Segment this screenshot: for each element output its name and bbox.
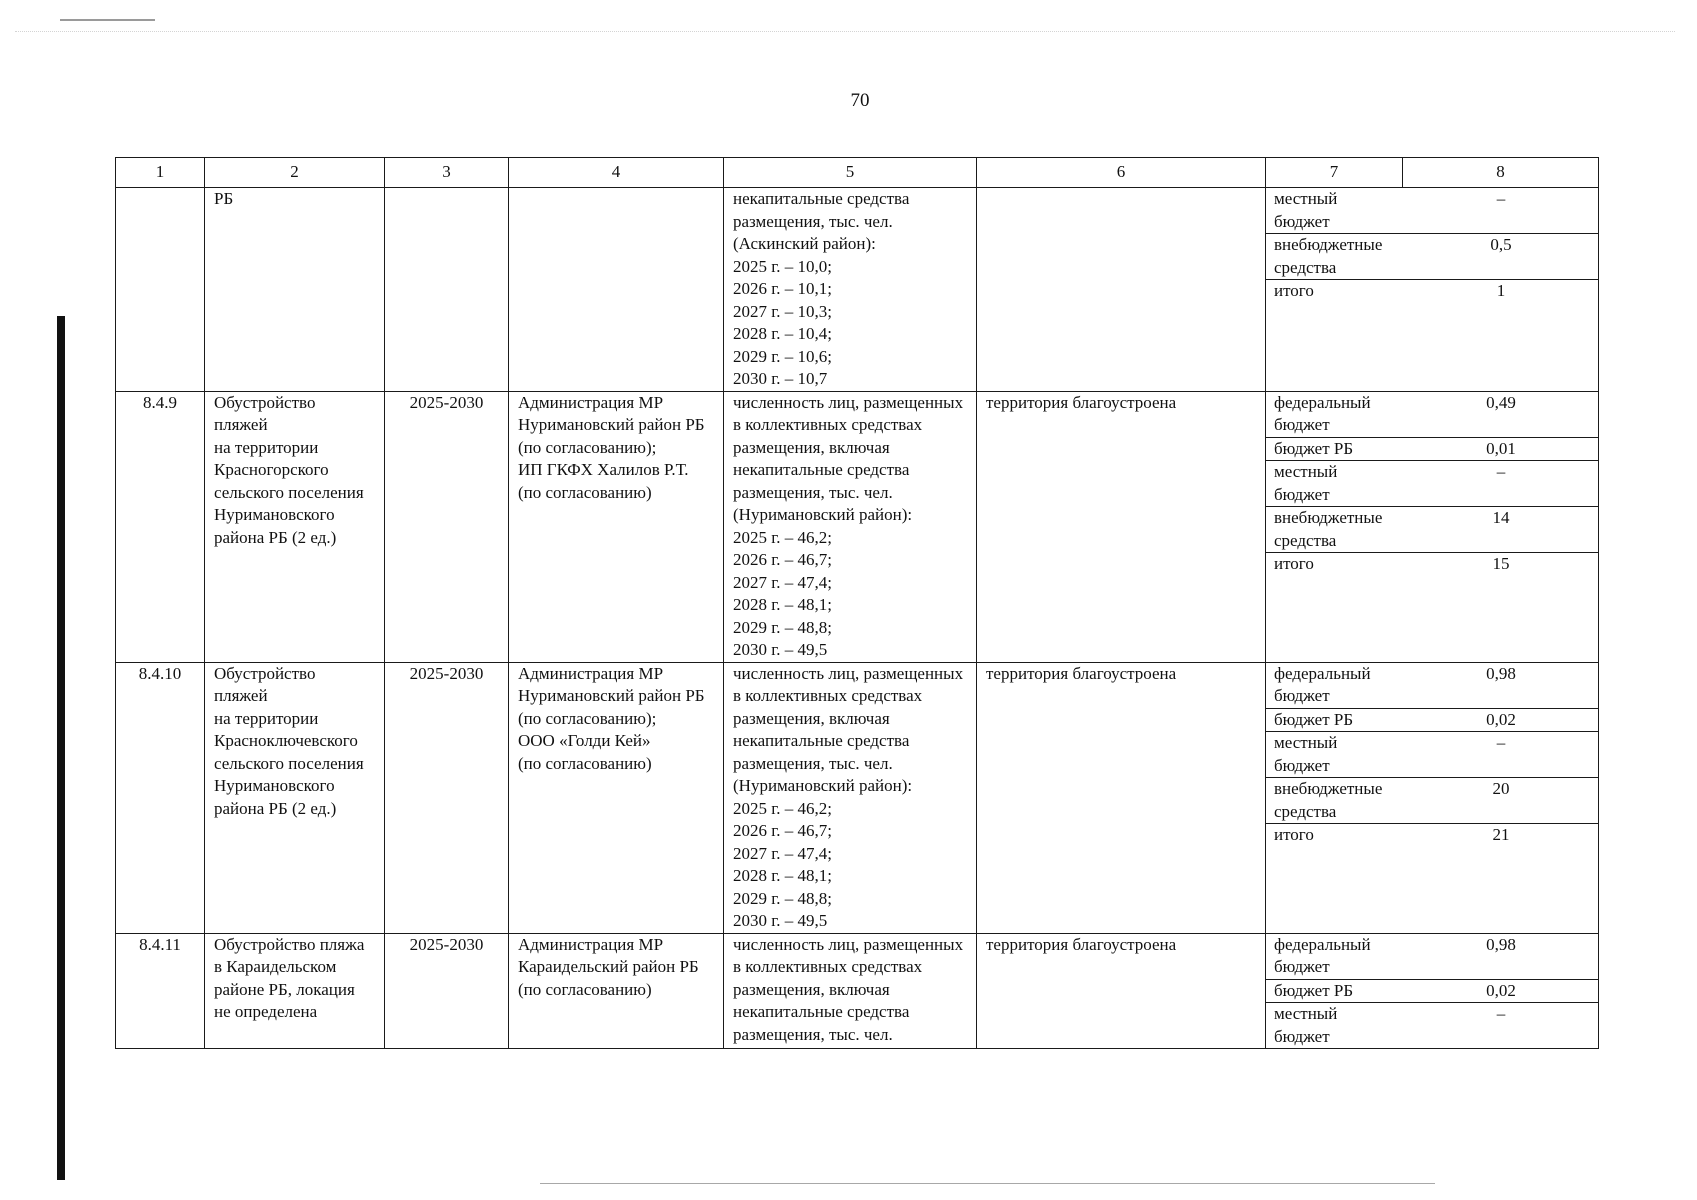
funding-row <box>1266 1003 1599 1049</box>
text-line: 2029 г. – 10,6; <box>733 346 833 366</box>
text-line: (по согласованию) <box>518 979 652 999</box>
responsible-executor <box>509 391 724 662</box>
funding-amount: 0,02 <box>1403 708 1599 732</box>
expected-result <box>977 188 1266 392</box>
text-line: в коллективных средствах <box>733 686 923 705</box>
text-line: в Караидельском <box>214 957 337 976</box>
funding-subtable <box>1266 663 1599 847</box>
funding-amount: – <box>1403 188 1599 234</box>
funding-row <box>1266 979 1599 1003</box>
funding-amount: – <box>1496 1004 1506 1023</box>
funding-amount: 0,02 <box>1403 979 1599 1003</box>
text-line: (Нуримановский район): <box>733 505 913 524</box>
text-line: (по согласованию); <box>518 708 657 728</box>
funding-row <box>1266 663 1599 709</box>
column-number: 7 <box>1266 158 1403 188</box>
funding-row <box>1266 778 1599 824</box>
funding-amount: 0,01 <box>1403 437 1599 461</box>
text-line: 2025 г. – 46,2; <box>733 798 833 818</box>
funding-subtable <box>1266 188 1599 303</box>
funding-amount: – <box>1403 461 1599 507</box>
text-line: района РБ (2 ед.) <box>214 798 337 818</box>
item-number: 8.4.10 <box>116 662 205 933</box>
target-indicator <box>724 188 977 392</box>
funding-amount: 0,98 <box>1403 934 1599 980</box>
funding-amount: 15 <box>1492 554 1510 573</box>
text-line: ИП ГКФХ Халилов Р.Т. <box>518 460 689 479</box>
text-line: Администрация МР <box>518 934 664 954</box>
table-row <box>116 662 1599 933</box>
text-line: (Аскинский район): <box>733 234 876 253</box>
funding-subtable <box>1266 392 1599 576</box>
text-line: 2025 г. – 10,0; <box>733 256 833 276</box>
funding-source: внебюджетные средства <box>1266 234 1403 280</box>
text-line: численность лиц, размещенных <box>733 934 964 954</box>
text-line: Караидельский район РБ <box>518 957 699 976</box>
table-row <box>116 188 1599 392</box>
funding-source: внебюджетные средства <box>1266 778 1403 824</box>
responsible-executor <box>509 933 724 1049</box>
text-line: численность лиц, размещенных <box>733 392 964 412</box>
funding-row <box>1266 553 1599 576</box>
text-line: 2025 г. – 46,2; <box>733 527 833 547</box>
funding-amount: 21 <box>1492 825 1510 844</box>
text-line: Красногорского <box>214 460 329 479</box>
funding-amount: – <box>1403 732 1599 778</box>
funding-amount: 0,49 <box>1403 392 1599 438</box>
expected-result: территория благоустроена <box>977 933 1266 1049</box>
text-line: пляжей <box>214 686 268 705</box>
target-indicator <box>724 933 977 1049</box>
funding-row <box>1266 708 1599 732</box>
page-number: 70 <box>850 90 870 111</box>
measure-name <box>205 662 385 933</box>
funding-source: внебюджетные средства <box>1266 507 1403 553</box>
text-line: Нуримановский район РБ <box>518 415 705 434</box>
table-body <box>116 158 1599 1049</box>
text-line: районе РБ, локация <box>214 979 355 999</box>
text-line: на территории <box>214 437 319 457</box>
item-number: 8.4.9 <box>116 391 205 662</box>
text-line: размещения, включая <box>733 979 890 999</box>
column-number-row <box>116 158 1599 188</box>
funding-subtable <box>1266 934 1599 1049</box>
text-line: 2027 г. – 47,4; <box>733 572 833 592</box>
text-line: Нуримановского <box>214 505 335 524</box>
table-row <box>116 391 1599 662</box>
funding-amount: 0,5 <box>1403 234 1599 280</box>
text-line: некапитальные средства <box>733 731 910 750</box>
text-line: размещения, тыс. чел. <box>733 753 893 773</box>
column-number: 2 <box>205 158 385 188</box>
funding-cell <box>1266 662 1599 933</box>
implementation-period: 2025-2030 <box>385 391 509 662</box>
text-line: размещения, тыс. чел. <box>733 1024 893 1044</box>
funding-source: бюджет РБ <box>1266 979 1403 1003</box>
funding-source: итого <box>1274 825 1314 844</box>
scan-artifact-top-rule <box>60 19 155 21</box>
text-line: размещения, тыс. чел. <box>733 482 893 502</box>
implementation-period: 2025-2030 <box>385 933 509 1049</box>
funding-row <box>1266 934 1599 980</box>
target-indicator <box>724 391 977 662</box>
measure-name <box>205 391 385 662</box>
funding-row <box>1266 392 1599 438</box>
text-line: некапитальные средства <box>733 460 910 479</box>
item-number: 8.4.11 <box>116 933 205 1049</box>
measure-name <box>205 188 385 392</box>
column-number: 6 <box>977 158 1266 188</box>
text-line: Обустройство <box>214 663 316 683</box>
funding-amount: 1 <box>1496 281 1506 300</box>
text-line: 2027 г. – 10,3; <box>733 301 833 321</box>
text-line: размещения, включая <box>733 437 890 457</box>
text-line: размещения, включая <box>733 708 890 728</box>
text-line: пляжей <box>214 415 268 434</box>
expected-result: территория благоустроена <box>977 662 1266 933</box>
funding-source: федеральный бюджет <box>1266 392 1403 438</box>
funding-row <box>1266 437 1599 461</box>
text-line: Нуримановский район РБ <box>518 686 705 705</box>
text-line: не определена <box>214 1002 318 1021</box>
text-line: размещения, тыс. чел. <box>733 211 893 231</box>
responsible-executor <box>509 662 724 933</box>
implementation-period: 2025-2030 <box>385 662 509 933</box>
text-line: (по согласованию) <box>518 482 652 502</box>
text-line: Красноключевского <box>214 731 358 750</box>
text-line: Обустройство <box>214 392 316 412</box>
text-line: Нуримановского <box>214 776 335 795</box>
text-line: Обустройство пляжа <box>214 934 365 954</box>
text-line: 2028 г. – 10,4; <box>733 324 833 343</box>
text-line: РБ <box>214 189 234 208</box>
column-number: 3 <box>385 158 509 188</box>
text-line: 2028 г. – 48,1; <box>733 595 833 614</box>
text-line: на территории <box>214 708 319 728</box>
text-line: некапитальные средства <box>733 189 910 208</box>
text-line: некапитальные средства <box>733 1002 910 1021</box>
funding-amount: 14 <box>1403 507 1599 553</box>
funding-amount: 20 <box>1403 778 1599 824</box>
funding-row <box>1266 234 1599 280</box>
funding-source: местный бюджет <box>1266 732 1403 778</box>
scan-artifact-dotted-line <box>15 31 1675 32</box>
funding-source: бюджет РБ <box>1266 708 1403 732</box>
measure-name <box>205 933 385 1049</box>
funding-source: итого <box>1274 554 1314 573</box>
text-line: (по согласованию); <box>518 437 657 457</box>
funding-source: местный бюджет <box>1274 1004 1338 1046</box>
funding-row <box>1266 824 1599 847</box>
text-line: ООО «Голди Кей» <box>518 731 651 750</box>
funding-row <box>1266 280 1599 303</box>
funding-row <box>1266 188 1599 234</box>
text-line: 2026 г. – 10,1; <box>733 279 833 298</box>
scan-artifact-left-edge <box>57 316 65 1180</box>
text-line: в коллективных средствах <box>733 415 923 434</box>
funding-row <box>1266 732 1599 778</box>
funding-source: бюджет РБ <box>1266 437 1403 461</box>
text-line: сельского поселения <box>214 482 364 502</box>
responsible-executor <box>509 188 724 392</box>
text-line: 2026 г. – 46,7; <box>733 550 833 569</box>
column-number: 8 <box>1403 158 1599 188</box>
text-line: численность лиц, размещенных <box>733 663 964 683</box>
text-line: 2029 г. – 48,8; <box>733 617 833 637</box>
text-line: района РБ (2 ед.) <box>214 527 337 547</box>
text-line: в коллективных средствах <box>733 957 923 976</box>
text-line: (по согласованию) <box>518 753 652 773</box>
text-line: (Нуримановский район): <box>733 776 913 795</box>
funding-cell <box>1266 391 1599 662</box>
target-indicator <box>724 662 977 933</box>
text-line: 2027 г. – 47,4; <box>733 843 833 863</box>
column-number: 4 <box>509 158 724 188</box>
funding-source: местный бюджет <box>1266 461 1403 507</box>
text-line: 2030 г. – 10,7 <box>733 369 828 388</box>
text-line: 2028 г. – 48,1; <box>733 866 833 885</box>
item-number <box>116 188 205 392</box>
funding-source: местный бюджет <box>1266 188 1403 234</box>
text-line: 2030 г. – 49,5 <box>733 911 828 930</box>
text-line: 2026 г. – 46,7; <box>733 821 833 840</box>
funding-row <box>1266 461 1599 507</box>
table-row <box>116 933 1599 1049</box>
column-number: 1 <box>116 158 205 188</box>
column-number: 5 <box>724 158 977 188</box>
implementation-period <box>385 188 509 392</box>
measures-table <box>115 157 1599 1049</box>
funding-amount: 0,98 <box>1403 663 1599 709</box>
text-line: 2029 г. – 48,8; <box>733 888 833 908</box>
text-line: 2030 г. – 49,5 <box>733 640 828 659</box>
text-line: Администрация МР <box>518 663 664 683</box>
funding-row <box>1266 507 1599 553</box>
expected-result: территория благоустроена <box>977 391 1266 662</box>
text-line: Администрация МР <box>518 392 664 412</box>
text-line: сельского поселения <box>214 753 364 773</box>
funding-source: итого <box>1274 281 1314 300</box>
funding-cell <box>1266 933 1599 1049</box>
scan-artifact-bottom-rule <box>540 1183 1435 1184</box>
funding-cell <box>1266 188 1599 392</box>
funding-source: федеральный бюджет <box>1266 934 1403 980</box>
funding-source: федеральный бюджет <box>1266 663 1403 709</box>
